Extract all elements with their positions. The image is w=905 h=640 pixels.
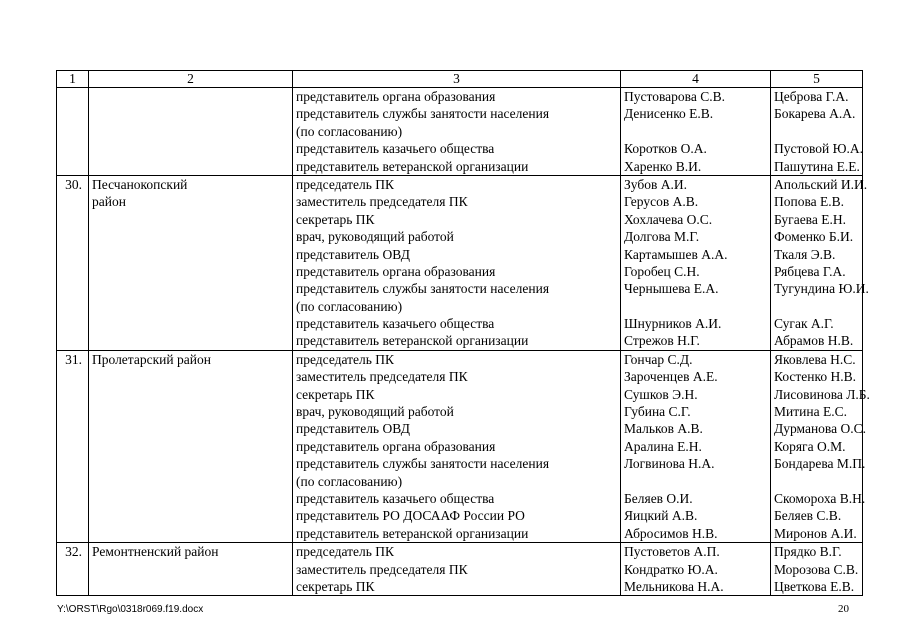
- member-line: Хохлачева О.С.: [624, 211, 713, 227]
- member-line: Мальков А.В.: [624, 421, 703, 437]
- deputy-line: Тугундина Ю.И.: [774, 281, 869, 297]
- deputy-cell: [771, 175, 869, 350]
- role-line: представитель службы занятости населения: [296, 456, 550, 472]
- deputy-line: Бокарева А.А.: [774, 106, 856, 122]
- role-line: председатель ПК: [296, 351, 395, 367]
- district-cell: [89, 175, 293, 350]
- role-line: секретарь ПК: [296, 578, 375, 594]
- deputy-cell: [771, 543, 863, 596]
- deputy-line: Яковлева Н.С.: [774, 351, 856, 367]
- role-line: заместитель председателя ПК: [296, 194, 468, 210]
- role-line: представитель ветеранской организации: [296, 525, 529, 541]
- deputy-line: Лисовинова Л.Б.: [774, 386, 870, 402]
- deputy-line: Беляев С.В.: [774, 508, 842, 524]
- district-line: Пролетарский район: [92, 351, 211, 367]
- header-cell: 4: [621, 71, 771, 88]
- role-line: представитель службы занятости населения: [296, 106, 550, 122]
- role-cell: [293, 88, 621, 176]
- page-number: 20: [838, 603, 849, 615]
- district-cell: [89, 88, 293, 176]
- row-number: 31.: [57, 350, 89, 542]
- member-line: Абросимов Н.В.: [624, 525, 718, 541]
- header-cell: 5: [771, 71, 863, 88]
- role-line: представитель ОВД: [296, 246, 410, 262]
- member-line: Пустоветов А.П.: [624, 544, 720, 560]
- role-line: представитель РО ДОСААФ России РО: [296, 508, 525, 524]
- deputy-cell: [771, 350, 870, 542]
- member-line: Денисенко Е.В.: [624, 106, 714, 122]
- deputy-line: Дурманова О.С.: [774, 421, 866, 437]
- member-line: Герусов А.В.: [624, 194, 699, 210]
- member-line: Харенко В.И.: [624, 158, 702, 174]
- role-line: представитель ОВД: [296, 421, 410, 437]
- role-line: представитель казачьего общества: [296, 141, 495, 157]
- deputy-line: Попова Е.В.: [774, 194, 845, 210]
- row-number: 30.: [57, 175, 89, 350]
- role-line: представитель органа образования: [296, 89, 496, 104]
- role-line: представитель органа образования: [296, 263, 496, 279]
- table-row: [57, 88, 863, 176]
- deputy-line: Фоменко Б.И.: [774, 229, 854, 245]
- deputy-cell: [771, 88, 863, 176]
- member-line: Беляев О.И.: [624, 490, 693, 506]
- role-line: секретарь ПК: [296, 386, 375, 402]
- member-line: Долгова М.Г.: [624, 229, 700, 245]
- member-line: Зубов А.И.: [624, 176, 687, 192]
- role-line: представитель службы занятости населения: [296, 281, 550, 297]
- deputy-line: Прядко В.Г.: [774, 544, 842, 560]
- member-line: Яицкий А.В.: [624, 508, 698, 524]
- role-line: представитель органа образования: [296, 438, 496, 454]
- deputy-line: [774, 473, 859, 490]
- role-cell: [293, 350, 621, 542]
- deputy-line: Сугак А.Г.: [774, 316, 834, 332]
- role-line: секретарь ПК: [296, 211, 375, 227]
- header-row: [57, 71, 863, 88]
- role-line: председатель ПК: [296, 176, 395, 192]
- deputy-line: Абрамов Н.В.: [774, 333, 854, 349]
- member-line: Логвинова Н.А.: [624, 456, 715, 472]
- footer-file-path: Y:\ORST\Rgo\0318r069.f19.docx: [57, 604, 204, 615]
- header-cell: 1: [57, 71, 89, 88]
- deputy-line: Костенко Н.В.: [774, 369, 857, 385]
- member-line: Картамышев А.А.: [624, 246, 728, 262]
- role-line: (по согласованию): [296, 473, 403, 489]
- member-line: Сушков Э.Н.: [624, 386, 698, 402]
- member-line: Шнурников А.И.: [624, 316, 722, 332]
- member-line: Пустоварова С.В.: [624, 89, 725, 104]
- commission-table: [56, 70, 870, 596]
- table-row: [57, 543, 863, 596]
- deputy-line: Рябцева Г.А.: [774, 263, 846, 279]
- member-cell: [621, 350, 771, 542]
- member-line: Чернышева Е.А.: [624, 281, 719, 297]
- member-line: Гончар С.Д.: [624, 351, 693, 367]
- table-row: [57, 350, 863, 542]
- district-cell: [89, 543, 293, 596]
- table-row: [57, 175, 863, 350]
- role-cell: [293, 175, 621, 350]
- deputy-line: Митина Е.С.: [774, 404, 847, 420]
- member-line: Аралина Е.Н.: [624, 438, 702, 454]
- member-line: [624, 298, 767, 315]
- row-number: 32.: [57, 543, 89, 596]
- role-line: представитель казачьего общества: [296, 490, 495, 506]
- role-line: врач, руководящий работой: [296, 404, 454, 420]
- header-cell: 2: [89, 71, 293, 88]
- district-line: район: [92, 194, 126, 210]
- header-cell: 3: [293, 71, 621, 88]
- district-line: Ремонтненский район: [92, 544, 219, 560]
- deputy-line: Бондарева М.П.: [774, 456, 866, 472]
- role-line: представитель ветеранской организации: [296, 333, 529, 349]
- role-line: заместитель председателя ПК: [296, 561, 468, 577]
- deputy-line: Коряга О.М.: [774, 438, 846, 454]
- member-line: Губина С.Г.: [624, 404, 691, 420]
- role-line: (по согласованию): [296, 123, 403, 139]
- deputy-line: Пашутина Е.Е.: [774, 158, 860, 174]
- member-line: Мельникова Н.А.: [624, 578, 724, 594]
- role-line: представитель казачьего общества: [296, 316, 495, 332]
- member-cell: [621, 88, 771, 176]
- district-line: Песчанокопский: [92, 176, 188, 192]
- deputy-line: Ткаля Э.В.: [774, 246, 836, 262]
- member-line: Зароченцев А.Е.: [624, 369, 718, 385]
- deputy-line: Пустовой Ю.А.: [774, 141, 863, 157]
- member-line: Стрежов Н.Г.: [624, 333, 700, 349]
- role-line: (по согласованию): [296, 298, 403, 314]
- role-cell: [293, 543, 621, 596]
- role-line: заместитель председателя ПК: [296, 369, 468, 385]
- deputy-line: Апольский И.И.: [774, 176, 868, 192]
- member-cell: [621, 175, 771, 350]
- role-line: представитель ветеранской организации: [296, 158, 529, 174]
- deputy-line: [774, 298, 859, 315]
- member-line: Горобец С.Н.: [624, 263, 700, 279]
- deputy-line: Цветкова Е.В.: [774, 578, 855, 594]
- deputy-line: Скомороха В.Н.: [774, 490, 866, 506]
- member-line: [624, 473, 767, 490]
- deputy-line: Миронов А.И.: [774, 525, 857, 541]
- deputy-line: Морозова С.В.: [774, 561, 859, 577]
- deputy-line: [774, 123, 859, 140]
- row-number: [57, 88, 89, 176]
- member-line: Коротков О.А.: [624, 141, 707, 157]
- role-line: врач, руководящий работой: [296, 229, 454, 245]
- member-line: [624, 123, 767, 140]
- district-cell: [89, 350, 293, 542]
- deputy-line: Цеброва Г.А.: [774, 89, 849, 104]
- role-line: председатель ПК: [296, 544, 395, 560]
- deputy-line: Бугаева Е.Н.: [774, 211, 846, 227]
- member-line: Кондратко Ю.А.: [624, 561, 718, 577]
- member-cell: [621, 543, 771, 596]
